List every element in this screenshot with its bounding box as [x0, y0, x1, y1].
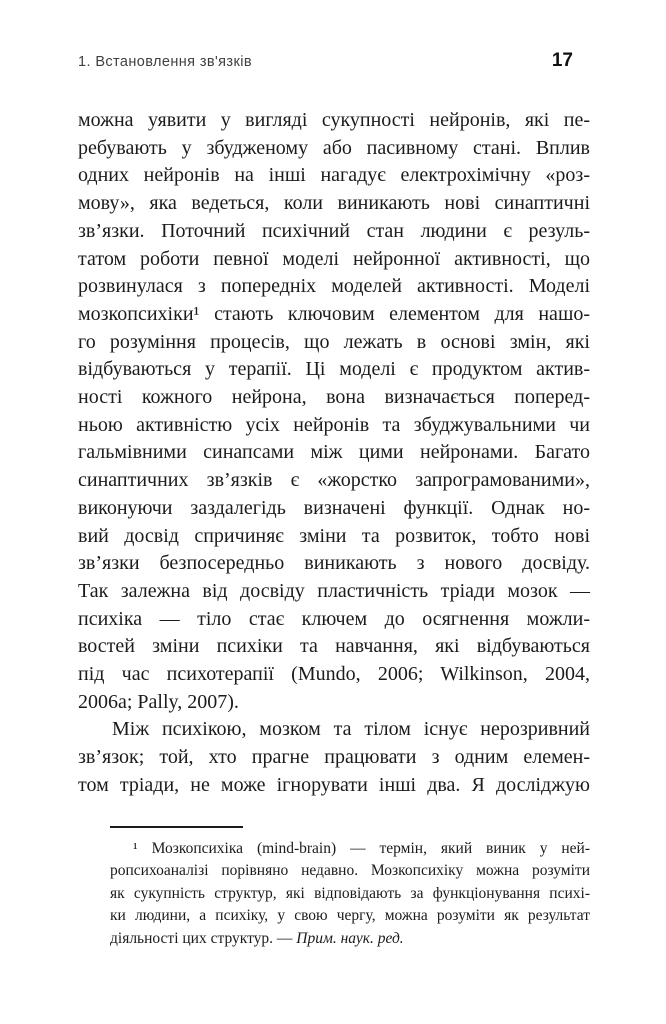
body-line: психіка — тіло стає ключем до осягнення можли- [78, 607, 590, 630]
body-line: востей зміни психіки та навчання, які відбуваються [78, 635, 590, 658]
footnote-line: як сукупність структур, які відповідають за функціонування психі- [110, 884, 590, 902]
footnote-line: ки людини, а психіку, у свою чергу, можна розуміти як результат [110, 907, 590, 925]
body-line: вий досвід спричиняє зміни та розвиток, тобто нові [78, 524, 590, 547]
body-line: під час психотерапії (Mundo, 2006; Wilkinson, 2004, [78, 663, 590, 686]
body-line: гальмівними синапсами між цими нейронами. Багато [78, 441, 590, 464]
body-line: відбуваються у терапії. Ці моделі є продуктом актив- [78, 358, 590, 381]
footnote [110, 838, 590, 950]
body-line: том тріади, не може ігнорувати інші два. Я досліджую [78, 773, 590, 796]
body-line: ності кожного нейрона, вона визначається поперед- [78, 386, 590, 409]
body-line: виконуючи заздалегідь визначені функції. Однак но- [78, 496, 590, 519]
body-line: синаптичних зв’язків є «жорстко запрограмованими», [78, 469, 590, 492]
body-text [78, 107, 590, 800]
body-line: зв’язки. Поточний психічний стан людини є резуль- [78, 219, 590, 242]
footnote-separator-rule [110, 826, 243, 828]
body-line: Так залежна від досвіду пластичність тріади мозок — [78, 579, 590, 602]
running-title: 1. Встановлення зв'язків [78, 54, 252, 70]
footnote-line: ропсихоаналізі порівняно недавно. Мозкопсихіку можна розуміти [110, 862, 590, 880]
body-line: розвинулася з попередніх моделей активності. Моделі [78, 275, 590, 298]
footnote-line: діяльності цих структур. — Прим. наук. ред. [110, 929, 404, 947]
body-line: ньою активністю усіх нейронів та збуджувальними чи [78, 413, 590, 436]
body-line: мозкопсихіки¹ стають ключовим елементом для нашо- [78, 302, 590, 325]
body-line: ребувають у збудженому або пасивному стані. Вплив [78, 136, 590, 159]
body-line: 2006a; Pally, 2007). [78, 690, 239, 713]
footnote-line: ¹ Мозкопсихіка (mind-brain) — термін, який виник у ней- [133, 840, 590, 857]
body-line: можна уявити у вигляді сукупності нейронів, які пе- [78, 109, 590, 131]
body-line: одних нейронів на інші нагадує електрохімічну «роз- [78, 164, 590, 187]
body-line: зв’язок; той, хто прагне працювати з одним елемен- [78, 746, 590, 769]
body-line: татом роботи певної моделі нейронної активності, що [78, 247, 590, 270]
page-number: 17 [551, 50, 573, 71]
footnote-attribution: Прим. наук. ред. [296, 929, 404, 947]
body-line: мову», яка ведеться, коли виникають нові синаптичні [78, 192, 590, 215]
body-line: Між психікою, мозком та тілом існує нерозривний [112, 718, 590, 741]
page-header [78, 50, 590, 72]
body-line: зв’язки безпосередньо виникають з нового досвіду. [78, 552, 590, 575]
body-line: го розуміння процесів, що лежать в основі змін, які [78, 330, 590, 353]
